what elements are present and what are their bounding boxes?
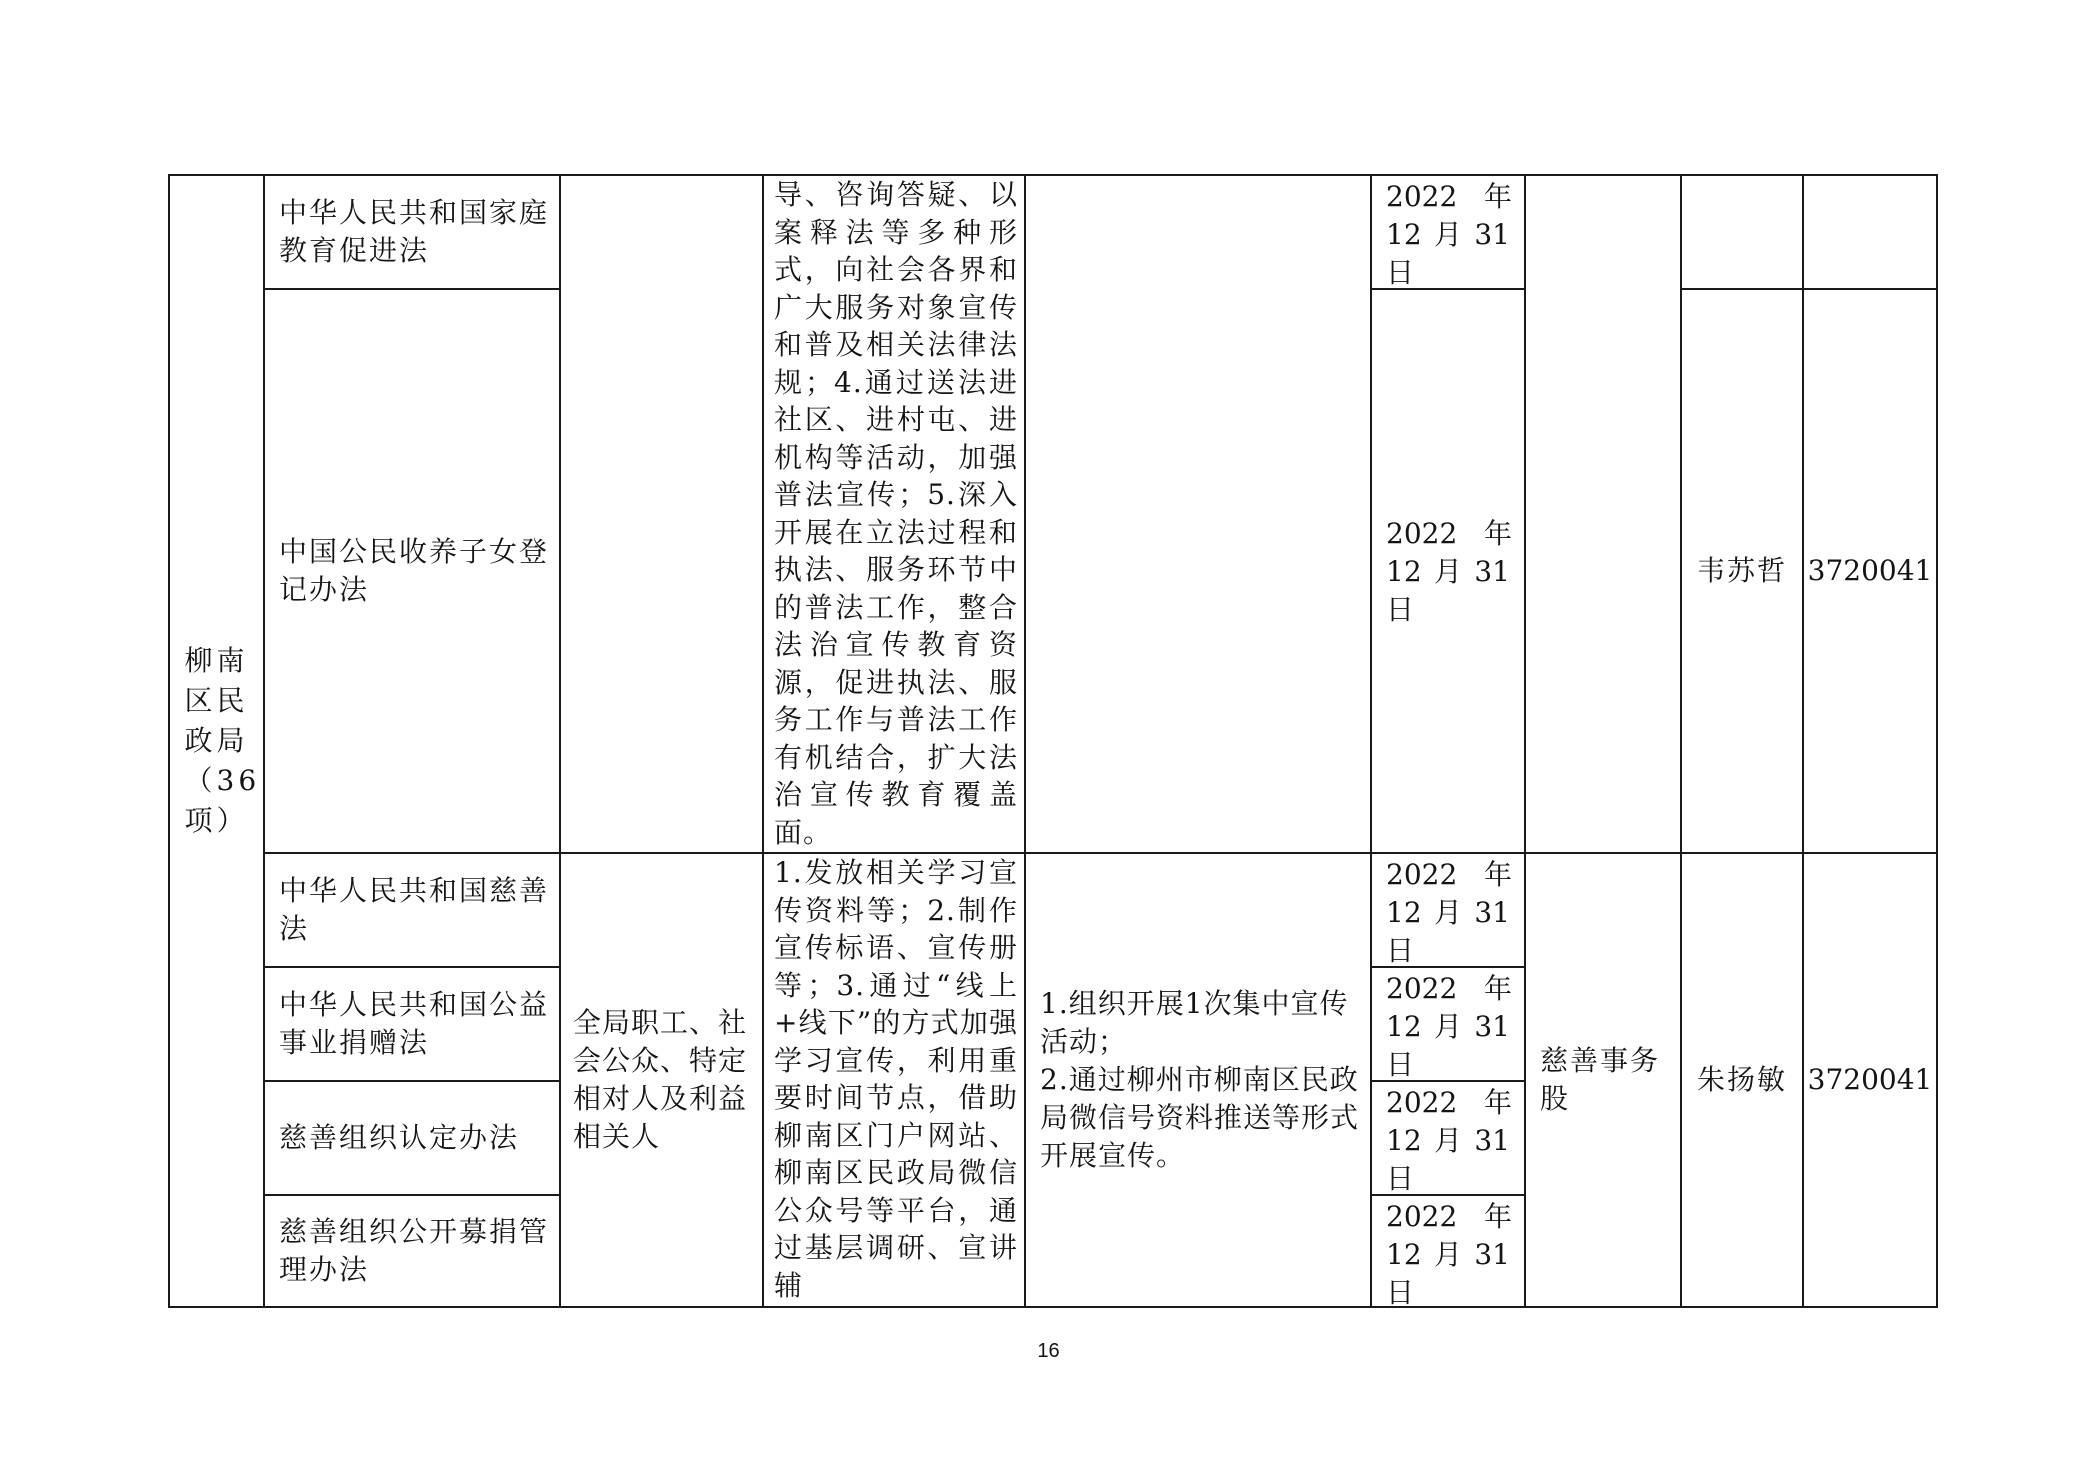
date-day: 31 — [1474, 218, 1510, 251]
responsible-dept-cell — [1526, 854, 1680, 1306]
law-name: 中华人民共和国慈善法 — [279, 874, 550, 945]
phone-number: 3720041 — [1807, 554, 1933, 587]
date-unit: 月 — [1433, 896, 1462, 929]
date-unit: 日 — [1386, 593, 1415, 626]
date-year: 2022 — [1386, 858, 1458, 891]
deadline-cell — [1372, 968, 1524, 1080]
deadline-cell — [1372, 1082, 1524, 1194]
page-number: 16 — [1037, 1340, 1060, 1362]
law-name: 中国公民收养子女登记办法 — [279, 535, 550, 606]
date-day: 31 — [1474, 1010, 1510, 1043]
date-unit: 日 — [1386, 256, 1415, 289]
date-day: 31 — [1474, 896, 1510, 929]
date-unit: 年 — [1483, 180, 1512, 213]
department-cell — [170, 176, 263, 1306]
date-unit: 月 — [1433, 1124, 1462, 1157]
law-name-cell — [265, 176, 559, 288]
audience-cell — [561, 854, 762, 1306]
phone-cell — [1804, 290, 1936, 852]
department-name: 柳南区民政局（36项） — [184, 644, 261, 837]
date-year: 2022 — [1386, 1086, 1458, 1119]
date-month: 12 — [1386, 1124, 1422, 1157]
deadline-cell — [1372, 176, 1524, 288]
table-bottom-border — [168, 1306, 1938, 1308]
date-month: 12 — [1386, 555, 1422, 588]
date-unit: 月 — [1433, 1238, 1462, 1271]
date-day: 31 — [1474, 555, 1510, 588]
date-unit: 日 — [1386, 1162, 1415, 1195]
date-unit: 月 — [1433, 218, 1462, 251]
date-year: 2022 — [1386, 517, 1458, 550]
date-day: 31 — [1474, 1238, 1510, 1271]
responsible-person: 韦苏哲 — [1696, 554, 1787, 587]
methods-text: 1.发放相关学习宣传资料等；2.制作宣传标语、宣传册等；3.通过“线上+线下”的方式加强学习宣传，利用重要时间节点，借助柳南区门户网站、柳南区民政局微信公众号等平台，通过基层调研、宣讲辅 — [774, 856, 1018, 1302]
date-month: 12 — [1386, 1238, 1422, 1271]
date-unit: 年 — [1483, 858, 1512, 891]
date-unit: 日 — [1386, 1048, 1415, 1081]
date-unit: 年 — [1483, 1200, 1512, 1233]
date-year: 2022 — [1386, 180, 1458, 213]
law-name-cell — [265, 854, 559, 966]
law-name: 中华人民共和国家庭教育促进法 — [279, 196, 550, 267]
date-year: 2022 — [1386, 1200, 1458, 1233]
law-name-cell — [265, 290, 559, 852]
methods-cell — [764, 176, 1024, 852]
responsible-person-cell — [1682, 290, 1802, 852]
date-unit: 日 — [1386, 934, 1415, 967]
date-month: 12 — [1386, 218, 1422, 251]
phone-number: 3720041 — [1807, 1063, 1933, 1096]
deadline-cell — [1372, 290, 1524, 852]
date-unit: 日 — [1386, 1276, 1415, 1309]
responsible-person: 朱扬敏 — [1696, 1063, 1787, 1096]
goals-text: 1.组织开展1次集中宣传活动； 2.通过柳州市柳南区民政局微信号资料推送等形式开展宣传。 — [1040, 987, 1360, 1172]
audience-text: 全局职工、社会公众、特定相对人及利益相关人 — [573, 1006, 748, 1153]
law-name-cell — [265, 968, 559, 1080]
deadline-cell — [1372, 1196, 1524, 1309]
date-day: 31 — [1474, 1124, 1510, 1157]
date-unit: 年 — [1483, 972, 1512, 1005]
date-year: 2022 — [1386, 972, 1458, 1005]
date-unit: 年 — [1483, 517, 1512, 550]
law-name-cell — [265, 1082, 559, 1194]
methods-text: 导、咨询答疑、以案释法等多种形式，向社会各界和广大服务对象宣传和普及相关法律法规；4.通过送法进社区、进村屯、进机构等活动，加强普法宣传；5.深入开展在立法过程和执法、服务环节中的普法工作，整合法治宣传教育资源，促进执法、服务工作与普法工作有机结合，扩大法治宣传教育覆盖面。 — [774, 178, 1018, 849]
responsible-person-cell — [1682, 854, 1802, 1306]
law-name: 慈善组织公开募捐管理办法 — [279, 1215, 550, 1286]
deadline-cell — [1372, 854, 1524, 966]
law-name: 慈善组织认定办法 — [279, 1121, 520, 1154]
date-unit: 年 — [1483, 1086, 1512, 1119]
methods-cell — [764, 854, 1024, 1306]
law-name-cell — [265, 1196, 559, 1306]
date-month: 12 — [1386, 896, 1422, 929]
date-month: 12 — [1386, 1010, 1422, 1043]
table-right-border — [1936, 174, 1938, 1308]
law-name: 中华人民共和国公益事业捐赠法 — [279, 988, 550, 1059]
date-unit: 月 — [1433, 555, 1462, 588]
phone-cell — [1804, 854, 1936, 1306]
responsible-dept: 慈善事务股 — [1540, 1044, 1661, 1115]
goals-cell — [1026, 854, 1370, 1306]
date-unit: 月 — [1433, 1010, 1462, 1043]
